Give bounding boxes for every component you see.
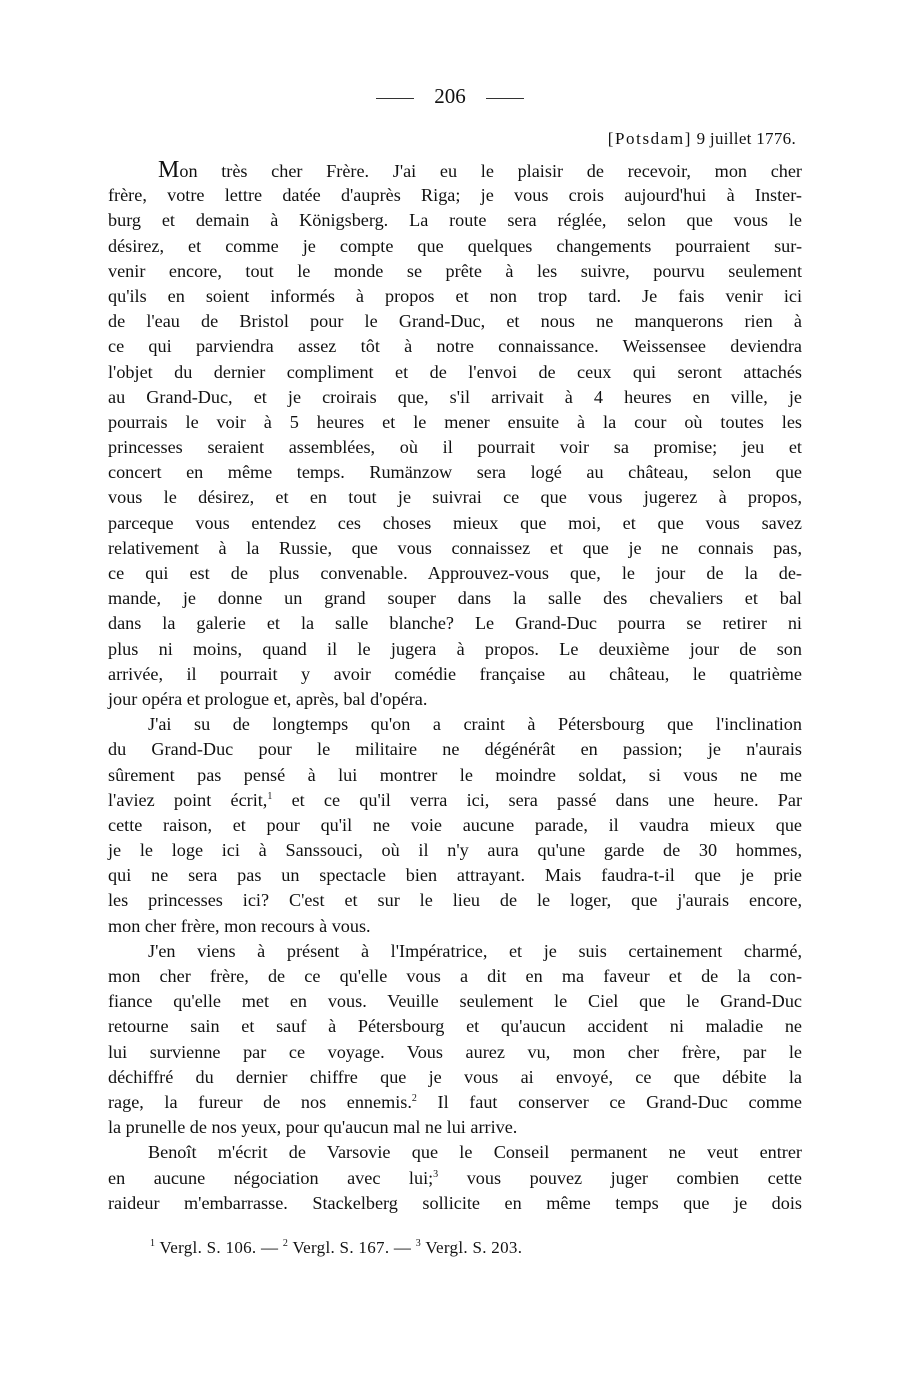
line-text: burg et demain à Königsberg. La route sera réglée, selon que vous le [108, 210, 802, 231]
line-text: ce qui parviendra assez tôt à notre connaissance. Weissensee deviendra [108, 336, 802, 357]
line-text: plus ni moins, quand il le jugera à propos. Le deuxième jour de son [108, 638, 802, 659]
line-text: Benoît m'écrit de Varsovie que le Conseil permanent ne veut entrer [148, 1142, 802, 1163]
footnote-mark: 3 [415, 1238, 422, 1249]
text-line [108, 1166, 802, 1191]
header-rule-left [376, 98, 414, 99]
line-text: J'ai su de longtemps qu'on a craint à Pétersbourg que l'inclination [148, 714, 802, 735]
text-line [108, 284, 802, 309]
text-line [108, 410, 802, 435]
text-line [108, 1115, 802, 1140]
text-line [108, 788, 802, 813]
line-text: pourrais le voir à 5 heures et le mener ensuite à la cour où toutes les [108, 411, 802, 432]
line-text: lui survienne par ce voyage. Vous aurez vu, mon cher frère, par le [108, 1041, 802, 1062]
dateline-place: [Potsdam] [607, 129, 693, 148]
text-line [108, 334, 802, 359]
line-text: sûrement pas pensé à lui montrer le moindre soldat, si vous ne me [108, 764, 802, 785]
line-text: en aucune négociation avec lui; [108, 1167, 434, 1188]
footnote-separator: — [389, 1238, 416, 1257]
line-text: raideur m'embarrasse. Stackelberg sollicite en même temps que je dois [108, 1192, 802, 1213]
line-text: frère, votre lettre datée d'auprès Riga; je vous crois aujourd'hui à Inster- [108, 185, 802, 206]
page-header [0, 84, 900, 109]
text-line [108, 158, 802, 183]
line-text: qu'ils en soient informés à propos et non trop tard. Je fais venir ici [108, 285, 802, 306]
text-line [108, 914, 802, 939]
text-line [108, 939, 802, 964]
text-line [108, 763, 802, 788]
text-line [108, 662, 802, 687]
text-line [108, 737, 802, 762]
footnote-marker: 1 [267, 790, 273, 802]
text-line [108, 888, 802, 913]
line-text: déchiffré du dernier chiffre que je vous ai envoyé, ce que débite la [108, 1066, 802, 1087]
text-line [108, 259, 802, 284]
page-number: 206 [434, 84, 466, 108]
text-line [108, 1065, 802, 1090]
text-line [108, 1014, 802, 1039]
line-text-continued: et ce qu'il verra ici, sera passé dans une heure. Par [272, 789, 803, 810]
text-line [108, 485, 802, 510]
letter-dateline [608, 129, 796, 149]
line-text: la prunelle de nos yeux, pour qu'aucun mal ne lui arrive. [108, 1117, 518, 1138]
line-text-continued: Il faut conserver ce Grand-Duc comme [416, 1091, 802, 1112]
text-line [108, 989, 802, 1014]
line-text: cette raison, et pour qu'il ne voie aucune parade, il vaudra mieux que [108, 814, 802, 835]
line-text: je le loge ici à Sanssouci, où il n'y aura qu'une garde de 30 hommes, [108, 840, 802, 861]
text-line [108, 511, 802, 536]
text-line [108, 611, 802, 636]
line-text: du Grand-Duc pour le militaire ne dégénérât en passion; je n'aurais [108, 739, 802, 760]
line-text-continued: vous pouvez juger combien cette [438, 1167, 802, 1188]
text-line [108, 586, 802, 611]
text-line [108, 1140, 802, 1165]
footnotes [150, 1238, 522, 1258]
line-text: retourne sain et sauf à Pétersbourg et qu'aucun accident ni maladie ne [108, 1016, 802, 1037]
text-line [108, 863, 802, 888]
text-line [108, 1040, 802, 1065]
line-text: mande, je donne un grand souper dans la salle des chevaliers et bal [108, 588, 802, 609]
line-text: dans la galerie et la salle blanche? Le Grand-Duc pourra se retirer ni [108, 613, 802, 634]
text-line [108, 385, 802, 410]
letter-body [108, 158, 802, 1216]
line-text: désirez, et comme je compte que quelques changements pourraient sur- [108, 235, 802, 256]
text-line [108, 536, 802, 561]
initial-letter: M [158, 157, 180, 183]
line-text: concert en même temps. Rumänzow sera logé au château, selon que [108, 462, 802, 483]
line-text: au Grand-Duc, et je croirais que, s'il arrivait à 4 heures en ville, je [108, 386, 802, 407]
footnote-marker: 2 [411, 1092, 417, 1104]
header-rule-right [486, 98, 524, 99]
line-text: mon cher frère, mon recours à vous. [108, 915, 371, 936]
text-line [108, 435, 802, 460]
text-line [108, 183, 802, 208]
line-text: relativement à la Russie, que vous connaissez et que je ne connais pas, [108, 537, 802, 558]
text-line [108, 964, 802, 989]
text-line [108, 687, 802, 712]
footnote-mark: 2 [282, 1238, 289, 1249]
text-line [108, 309, 802, 334]
footnote-text: Vergl. S. 106. [155, 1238, 257, 1257]
line-text: ce qui est de plus convenable. Approuvez-vous que, le jour de la de- [108, 563, 802, 583]
line-text: les princesses ici? C'est et sur le lieu de le loger, que j'aurais encore, [108, 890, 802, 911]
text-line [108, 234, 802, 259]
text-line [108, 360, 802, 385]
line-text: qui ne sera pas un spectacle bien attrayant. Mais faudra-t-il que je prie [108, 865, 802, 886]
line-text: venir encore, tout le monde se prête à les suivre, pourvu seulement [108, 260, 802, 281]
line-text: rage, la fureur de nos ennemis. [108, 1091, 412, 1112]
line-text: jour opéra et prologue et, après, bal d'opéra. [108, 688, 428, 709]
line-text: vous le désirez, et en tout je suivrai ce que vous jugerez à propos, [108, 487, 802, 508]
line-text: l'aviez point écrit, [108, 789, 268, 810]
footnote-separator: — [256, 1238, 283, 1257]
text-line [108, 637, 802, 662]
line-text: arrivée, il pourrait y avoir comédie française au château, le quatrième [108, 663, 802, 684]
line-text: fiance qu'elle met en vous. Veuille seulement le Ciel que le Grand-Duc [108, 991, 802, 1012]
footnote-text: Vergl. S. 167. [288, 1238, 390, 1257]
text-line [108, 561, 802, 586]
line-text: mon cher frère, de ce qu'elle vous a dit en ma faveur et de la con- [108, 966, 802, 986]
dateline-date: 9 juillet 1776. [696, 129, 796, 148]
line-text: on très cher Frère. J'ai eu le plaisir de recevoir, mon cher [179, 161, 802, 181]
footnote-marker: 3 [433, 1168, 439, 1180]
line-text: parceque vous entendez ces choses mieux que moi, et que vous savez [108, 512, 802, 533]
line-text: J'en viens à présent à l'Impératrice, et je suis certainement charmé, [148, 940, 802, 961]
text-line [108, 1090, 802, 1115]
text-line [108, 813, 802, 838]
text-line [108, 1191, 802, 1216]
line-text: princesses seraient assemblées, où il pourrait voir sa promise; jeu et [108, 437, 802, 458]
line-text: de l'eau de Bristol pour le Grand-Duc, et nous ne manquerons rien à [108, 311, 802, 332]
footnote-mark: 1 [150, 1238, 156, 1249]
text-line [108, 208, 802, 233]
line-text: l'objet du dernier compliment et de l'envoi de ceux qui seront attachés [108, 361, 802, 382]
text-line [108, 460, 802, 485]
footnote-text: Vergl. S. 203. [421, 1238, 523, 1257]
text-line [108, 838, 802, 863]
text-line [108, 712, 802, 737]
